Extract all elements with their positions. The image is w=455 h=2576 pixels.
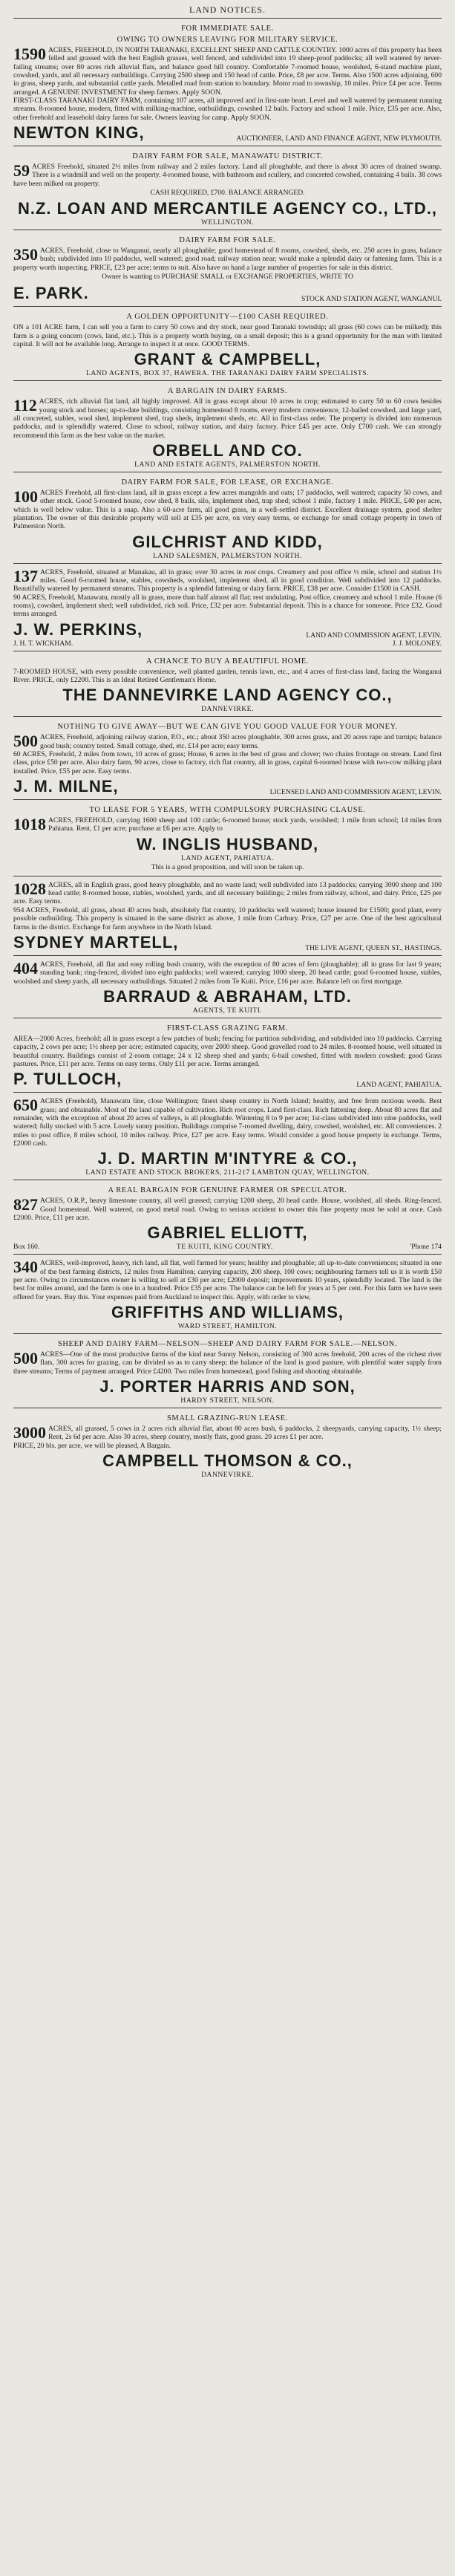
ad-agent-address: AGENTS, TE KUITI. xyxy=(192,1006,263,1015)
ad-agent-name: BARRAUD & ABRAHAM, LTD. xyxy=(103,986,352,1006)
ad-body-text: ACRES, FREEHOLD, IN NORTH TARANAKI, EXCELLENT SHEEP AND CATTLE COUNTRY. 1000 acres of this property has been felled and grassed with the best English grasses, well fenced, and subdivided into 19 sheep-proof paddocks; all well watered by never-failing streams; over 80 acres rich alluvial flats, and balance good hill country. Comfortable 7-roomed house, woolshed, 6-stand machine plant, cowshed, yards, and all necessary outbuildings. Carrying 2500 sheep and 150 head of cattle. Price, £8 per acre. Terms. Also 1500 acres adjoining, 600 in grass, sheep yards, and substantial cattle yards. Metalled road from station to boundary. Motor road to township, 10 miles. Price £4 per acre. Terms arranged. A GENUINE INVESTMENT for sheep farmers. Apply SOON. xyxy=(13,46,442,97)
ad-agent-name: J. W. PERKINS, xyxy=(13,619,143,639)
ad-newton-king xyxy=(13,19,442,146)
ad-agent-address: LICENSED LAND AND COMMISSION AGENT, LEVIN. xyxy=(269,788,442,797)
ad-e-park xyxy=(13,230,442,307)
ad-heading: A CHANCE TO BUY A BEAUTIFUL HOME. xyxy=(145,657,310,666)
ad-agent-name: N.Z. LOAN AND MERCANTILE AGENCY CO., LTD., xyxy=(17,199,438,218)
ad-signature-row xyxy=(13,931,442,952)
ad-agent-name: W. INGLIS HUSBAND, xyxy=(136,834,319,853)
ad-extra: This is a good proposition, and will soon be taken up. xyxy=(151,862,304,871)
ad-agent-address: STOCK AND STATION AGENT, WANGANUI. xyxy=(301,295,442,304)
ad-extra: Owner is wanting to PURCHASE SMALL or EXCHANGE PROPERTIES, WRITE TO xyxy=(102,273,353,282)
page-title: LAND NOTICES. xyxy=(13,3,442,19)
ad-heading: DAIRY FARM FOR SALE, MANAWATU DISTRICT. xyxy=(132,152,323,161)
ad-heading: DAIRY FARM FOR SALE. xyxy=(179,236,276,245)
ad-body-text: ACRES, Freehold, all flat and easy rolling bush country, with the exception of 80 acres of fern (ploughable); all in grass for last 9 years; standing bank; ring-fenced, divided into eight paddocks; well watered; carrying 1000 sheep, 20 head cattle; good 6-roomed house, stables, woolshed and sheep yards, all necessary outbuildings. Situated 2 miles from Te Kuiti. Price, £16 per acre. Balance left on first mortgage. xyxy=(13,960,442,986)
ad-body xyxy=(13,960,442,986)
ad-agent-address: THE LIVE AGENT, QUEEN ST., HASTINGS. xyxy=(305,943,442,952)
ad-body-text: 7-ROOMED HOUSE, with every possible convenience, well planted garden, tennis lawn, etc., and 4 acres of first-class land, facing the Wanganui River. PRICE, only £2200. This is an Ideal Retired Gentleman's Home. xyxy=(13,667,442,685)
ad-lead-number: 650 xyxy=(13,1096,38,1115)
ad-agent-address: AUCTIONEER, LAND AND FINANCE AGENT, NEW PLYMOUTH. xyxy=(236,134,442,143)
ad-partners xyxy=(13,640,442,648)
ad-agent-address: TE KUITI, KING COUNTRY. xyxy=(176,1243,273,1252)
ad-body xyxy=(13,568,442,593)
ad-heading: SMALL GRAZING-RUN LEASE. xyxy=(166,1414,289,1423)
ad-heading: DAIRY FARM FOR SALE, FOR LEASE, OR EXCHANGE. xyxy=(121,478,334,487)
ad-porter-harris xyxy=(13,1334,442,1408)
ad-agent-name: GRANT & CAMPBELL, xyxy=(134,350,321,369)
ad-body xyxy=(13,247,442,272)
ad-agent-address: LAND AGENT, PAHIATUA. xyxy=(180,853,275,862)
ad-body xyxy=(13,733,442,750)
ad-perkins xyxy=(13,564,442,651)
ad-subheading: OWING TO OWNERS LEAVING FOR MILITARY SERVICE. xyxy=(117,36,338,44)
ad-barraud-abraham xyxy=(13,956,442,1018)
ad-orbell xyxy=(13,381,442,472)
ad-agent-address: DANNEVIRKE. xyxy=(201,1471,254,1480)
ad-agent-name: J. D. MARTIN M'INTYRE & CO., xyxy=(97,1149,358,1168)
ad-heading: A GOLDEN OPPORTUNITY—£100 CASH REQUIRED. xyxy=(126,313,329,322)
partner-left: J. H. T. WICKHAM. xyxy=(13,639,73,648)
ad-signature-row xyxy=(13,619,442,640)
ad-heading: NOTHING TO GIVE AWAY—BUT WE CAN GIVE YOU GOOD VALUE FOR YOUR MONEY. xyxy=(57,723,398,732)
ad-agent-name: P. TULLOCH, xyxy=(13,1070,122,1089)
ad-signature-row xyxy=(13,282,442,303)
ad-body-text: ACRES, O.R.P., heavy limestone country, all well grassed; carrying 1200 sheep, 20 head cattle. House, woolshed, all sheds. Ring-fenced. Good homestead. Well watered, on good metal road. Owing to serious accident to owner this fine property must be sold at once. Cash £2000. Price, £11 per acre. xyxy=(13,1197,442,1222)
ad-body xyxy=(13,489,442,531)
ad-body-text: ACRES, Freehold, situated at Manakau, all in grass; over 30 acres in root crops. Creamery and post office ½ mile, school and station 1½ miles. Good 6-roomed house, stables, cowsheds, woolshed, implement shed, all in good condition. Well subdivided into 12 paddocks. Beautifully watered by permanent streams. This property is a splendid fattening or dairy farm. PRICE, £38 per acre. Consider £1500 in CASH. xyxy=(13,567,442,593)
partner-right: J. J. MOLONEY. xyxy=(392,639,442,648)
ad-extra: CASH REQUIRED, £700. BALANCE ARRANGED. xyxy=(150,189,305,198)
ad-inglis-husband xyxy=(13,800,442,876)
ad-body xyxy=(13,46,442,97)
ad-lead-number: 137 xyxy=(13,566,38,585)
ad-extra: FIRST-CLASS TARANAKI DAIRY FARM, containing 107 acres, all improved and in first-rate heart. Level and well watered by permanent running streams. 8-roomed house, modern, fitted with milking-machine, outbuildings, cowshed 12 bails. Factory and school 1 mile. Price, £35 per acre. Also, other freehold and leasehold dairy farms for sale. Owners leaving for camp. Apply SOON. xyxy=(13,97,442,122)
ad-body-text: AREA—2000 Acres, freehold; all in grass except a few patches of bush; fencing for partition subdividing, and subdivided into 10 paddocks. Carrying capacity, 2 cows per acre; 1½ sheep per acre; estimated capacity, over 2000 sheep. Good gravelled road to 24 miles. 8-roomed house, well situated in beautiful country. Buildings consist of 2-room cottage; 24 x 12 sheep shed and yards; 6-bail cowshed, fitted with modern cowshed; good Grass pastures. Price, £11 per acre. Terms on easy terms. Only £11 per acre. Terms arranged. xyxy=(13,1034,442,1068)
ad-body xyxy=(13,881,442,906)
ad-agent-address: LAND AGENTS, BOX 37, HAWERA. THE TARANAKI DAIRY FARM SPECIALISTS. xyxy=(85,369,370,378)
ad-agent-name: J. M. MILNE, xyxy=(13,777,119,796)
ad-lead-number: 3000 xyxy=(13,1423,46,1443)
ad-agent-name: E. PARK. xyxy=(13,284,89,303)
ad-agent-name: GABRIEL ELLIOTT, xyxy=(147,1223,308,1243)
ad-contact-row xyxy=(13,1243,442,1251)
ad-body-text: ON a 101 ACRE farm, I can sell you a farm to carry 50 cows and dry stock, near good Taranaki township; all grass (60 cows can be milked); this farm is a going concern (cows, land, etc.). This is a property worth buying, on a small deposit; this is a grand opportunity for the man with limited capital. It will not be available long. Arrange to inspect it at once. GOOD TERMS. xyxy=(13,323,442,348)
ad-extra: 954 ACRES, Freehold, all grass, about 40 acres bush, absolutely flat country, 10 paddocks well watered; house insured for £1500; good plant, every possible outbuilding. This property is situated in the same district as above, 1 mile from Carbury. Price, £27 per acre. One of the best agricultural farms in the district. Exchange for farm anywhere in the North Island. xyxy=(13,905,442,931)
ad-gabriel-elliott xyxy=(13,1180,442,1255)
ad-body xyxy=(13,1097,442,1148)
ad-gilchrist-kidd xyxy=(13,472,442,564)
ad-tulloch xyxy=(13,1018,442,1093)
ad-lead-number: 340 xyxy=(13,1258,38,1277)
ad-heading: FOR IMMEDIATE SALE. xyxy=(181,25,274,33)
ad-heading: FIRST-CLASS GRAZING FARM. xyxy=(167,1024,288,1032)
ad-lead-number: 404 xyxy=(13,958,38,978)
ad-agent-address: WARD STREET, HAMILTON. xyxy=(177,1322,278,1331)
ad-heading: TO LEASE FOR 5 YEARS, WITH COMPULSORY PURCHASING CLAUSE. xyxy=(89,806,366,815)
ad-agent-address: LAND AND COMMISSION AGENT, LEVIN. xyxy=(306,631,442,640)
ad-heading: A REAL BARGAIN FOR GENUINE FARMER OR SPECULATOR. xyxy=(108,1186,347,1195)
ad-body-text: ACRES Freehold, situated 2½ miles from railway and 2 miles factory. Land all ploughable, and there is about 30 acres of drained swamp. There is a windmill and well on the property. 4-roomed house, with bathroom and scullery, and concreted cowshed, containing 4 bails. 38 cows have been milked on property. xyxy=(13,163,442,188)
ad-lead-number: 500 xyxy=(13,1349,38,1368)
ad-body-text: ACRES Freehold, all first-class land, all in grass except a few acres mangolds and oats; 17 paddocks, well watered; capacity 50 cows, and other stock. Good 5-roomed house, cow shed, 8 bails, silo, implement shed, trap shed; school 1 mile, factory 1 mile. PRICE, £40 per acre, which is well below value. This is a snap. Also a 60-acre farm, all good grass, in a well-settled district. Excellent drainage system, good shelter plantation. The owner of this desirable property will sell at £35 per acre, on very easy terms, or exchange for small cottage property in town of Palmerston North. xyxy=(13,488,442,531)
ad-agent-address: LAND SALESMEN, PALMERSTON NORTH. xyxy=(153,551,302,560)
ad-extra: 60 ACRES, Freehold, 2 miles from town, 10 acres of grass; House, 6 acres in the best of grass and clover; two chains frontage on stream. Land first class, price £50 per acre. Also dairy farm, 90 acres, close to factory, rich flat country, all in grass, capital 6-roomed house with two-cow milking plant installed. Price, £55 per acre. Easy terms. xyxy=(13,750,442,775)
ad-signature-row xyxy=(13,122,442,143)
po-box: Box 160. xyxy=(13,1243,40,1252)
ad-lead-number: 1590 xyxy=(13,45,46,63)
ad-body-text: ACRES, well-improved, heavy, rich land, all flat, well farmed for years; healthy and ploughable; all up-to-date conveniences; situated in one of the best farming districts, 12 miles from Hamilton; carrying capacity, 200 sheep, 100 cows; neighbouring farmers tell us it is worth £50 per acre. Owing to circumstances owner is willing to sell at £30 per acre; £2000 deposit; improvements 10 years, splendidly located. The land is the best for miles around, and the farm is one in a hundred. Price £35 per acre. The balance can be left for years at 5 per cent. For this farm we have seen offered for years. Buy this. Your expenses paid from Auckland to inspect this. Apply, with order to view, xyxy=(13,1259,442,1301)
ad-extra: PRICE, 20 bls. per acre, we will be pleased, A Bargain. xyxy=(13,1441,171,1450)
ad-lead-number: 827 xyxy=(13,1195,38,1214)
ad-griffiths-williams xyxy=(13,1255,442,1334)
ad-agent-name: SYDNEY MARTELL, xyxy=(13,932,179,952)
ad-body xyxy=(13,1350,442,1376)
ad-agent-name: J. PORTER HARRIS AND SON, xyxy=(99,1377,356,1396)
ad-agent-name: NEWTON KING, xyxy=(13,123,145,143)
ad-martin-mintyre xyxy=(13,1093,442,1180)
ad-body-text: ACRES (Freehold), Manawatu line, close Wellington; finest sheep country in North Island; healthy, and free from noxious weeds. Best grass; and obtainable. Most of the land capable of cultivation. Rich root crops. Land first-class. Rich fattening deep. About 80 acres flat and remainder, with the exception of about 20 acres of valleys, is all ploughable. Wintering 8 to 9 per acre; 1st-class subdivided into nine paddocks, well watered; fully stocked with 5 acre. Lovely sunny position. Buildings comprise 7-roomed dwelling, dairy, cowshed, woolshed, etc. All conveniences. 2 miles to post office, 8 miles school, 10 miles railway. Price, £27 per acre. Easy terms. Would consider a good house property in exchange. Terms, £2000 cash. xyxy=(13,1097,442,1148)
ad-body-text: ACRES—One of the most productive farms of the kind near Sunny Nelson, consisting of 300 acres freehold, 200 acres of the richest river flats, 300 acres for grazing, can be divided so as to carry sheep; the balance of the land is good pasture, with plentiful water supply from three streams; Terms of payment arranged. Price £4200. Two miles from homestead, good fishing and shooting obtainable. xyxy=(13,1350,442,1376)
ad-agent-name: GRIFFITHS AND WILLIAMS, xyxy=(111,1303,344,1322)
ad-body xyxy=(13,816,442,833)
ad-agent-address: DANNEVIRKE. xyxy=(201,705,254,714)
ad-body xyxy=(13,1259,442,1301)
ad-heading: SHEEP AND DAIRY FARM—NELSON—SHEEP AND DAIRY FARM FOR SALE.—NELSON. xyxy=(57,1340,398,1349)
ad-campbell-thomson xyxy=(13,1408,442,1482)
ad-body xyxy=(13,1197,442,1222)
ad-body-text: ACRES, FREEHOLD, carrying 1600 sheep and 100 cattle; 6-roomed house; stock yards, woolshed; 1 mile from school; 14 miles from Pahiatua. Rent, £1 per acre; purchase at £6 per acre. Apply to xyxy=(48,816,442,833)
ad-signature-row xyxy=(13,775,442,796)
ad-body-text: ACRES, rich alluvial flat land, all highly improved. All in grass except about 10 acres in crop; estimated to carry 50 to 60 cows besides young stock and horses; up-to-date buildings, consisting homestead 8 rooms, every modern convenience, 12-bailed cowshed, and large yard, all concreted, stables, wool shed, implement shed, trap sheds, implement sheds, etc. All in first-class order. The property is divided into numerous paddocks, and is splendidly watered. Close to school, railway station, and dairy factory. Price £45 per acre. Only £700 cash. We can strongly recommend this farm as the best value on the market. xyxy=(13,397,442,440)
ad-body-text: ACRES, Freehold, close to Wanganui, nearly all ploughable; good homestead of 8 rooms, cowshed, sheds, etc. 250 acres in grass, balance bush; subdivided into 10 paddocks, well watered; good road; railway station near; would make a splendid dairy or fattening farm. This is a property worth inspecting. PRICE, £23 per acre; terms to suit. Also have on hand a large number of properties for sale in this district. xyxy=(13,247,442,272)
phone-number: 'Phone 174 xyxy=(410,1243,442,1252)
ad-dannevirke-land xyxy=(13,651,442,718)
ad-lead-number: 500 xyxy=(13,732,38,751)
ad-agent-name: GILCHRIST AND KIDD, xyxy=(132,532,323,551)
ad-lead-number: 112 xyxy=(13,396,37,415)
ad-body-text: ACRES, Freehold, adjoining railway station, P.O., etc.; about 350 acres ploughable, 300 acres grass, and 20 acres rape and turnips; balance good bush; country tested. Small cottage, shed, etc. £14 per acre; easy terms. xyxy=(40,733,442,750)
ad-lead-number: 1028 xyxy=(13,879,46,898)
ad-heading: A BARGAIN IN DAIRY FARMS. xyxy=(167,387,288,396)
ad-agent-address: LAND AND ESTATE AGENTS, PALMERSTON NORTH. xyxy=(134,460,321,469)
ad-lead-number: 350 xyxy=(13,245,38,264)
ad-agent-name: CAMPBELL THOMSON & CO., xyxy=(102,1451,353,1471)
ad-agent-address: LAND ESTATE AND STOCK BROKERS, 211-217 LAMBTON QUAY, WELLINGTON. xyxy=(85,1168,370,1177)
ad-grant-campbell xyxy=(13,307,442,381)
ad-signature-row xyxy=(13,1068,442,1089)
ad-agent-address: HARDY STREET, NELSON. xyxy=(180,1396,275,1405)
ad-agent-name: ORBELL AND CO. xyxy=(152,440,303,460)
ad-body-text: ACRES, all in English grass, good heavy ploughable, and no waste land; well subdivided into 13 paddocks; carrying 3000 sheep and 100 head cattle; 8-roomed house, stables, woolshed, yards, and all necessary buildings; 2 miles from railway, school, and dairy. Price, £25 per acre. Easy terms. xyxy=(13,880,442,906)
ad-lead-number: 1018 xyxy=(13,815,46,834)
ad-body-text: ACRES, all grassed, 5 cows in 2 acres rich alluvial flat, about 80 acres bush, 6 paddocks, 2 sheepyards, carrying capacity, 1½ sheep; Rent, 2s 6d per acre. Also 30 acres, sheep country, mostly flats, good grass. 20 acres £1 per acre. xyxy=(48,1425,442,1442)
ad-sydney-martell xyxy=(13,876,442,956)
ad-body xyxy=(13,1425,442,1442)
land-notices-page xyxy=(7,0,448,1482)
ad-body xyxy=(13,163,442,188)
ad-lead-number: 59 xyxy=(13,161,30,180)
ad-body xyxy=(13,397,442,440)
ad-nz-loan xyxy=(13,146,442,230)
ad-lead-number: 100 xyxy=(13,487,38,506)
ad-agent-address: LAND AGENT, PAHIATUA. xyxy=(356,1081,442,1090)
ad-milne xyxy=(13,717,442,800)
ad-extra: 90 ACRES, Freehold, Manawatu, mostly all in grass, more than half almost all flat; rest undulating. Post office, creamery and school 1 mile. House (6 rooms), cowshed, implement shed; well subdivided, rich soil. Price, £32 per acre. Substantial deposit. This is a chance for someone. Price £32. Good terms arranged. xyxy=(13,593,442,619)
ad-agent-address: WELLINGTON. xyxy=(200,218,255,227)
ad-agent-name: THE DANNEVIRKE LAND AGENCY CO., xyxy=(62,686,393,705)
